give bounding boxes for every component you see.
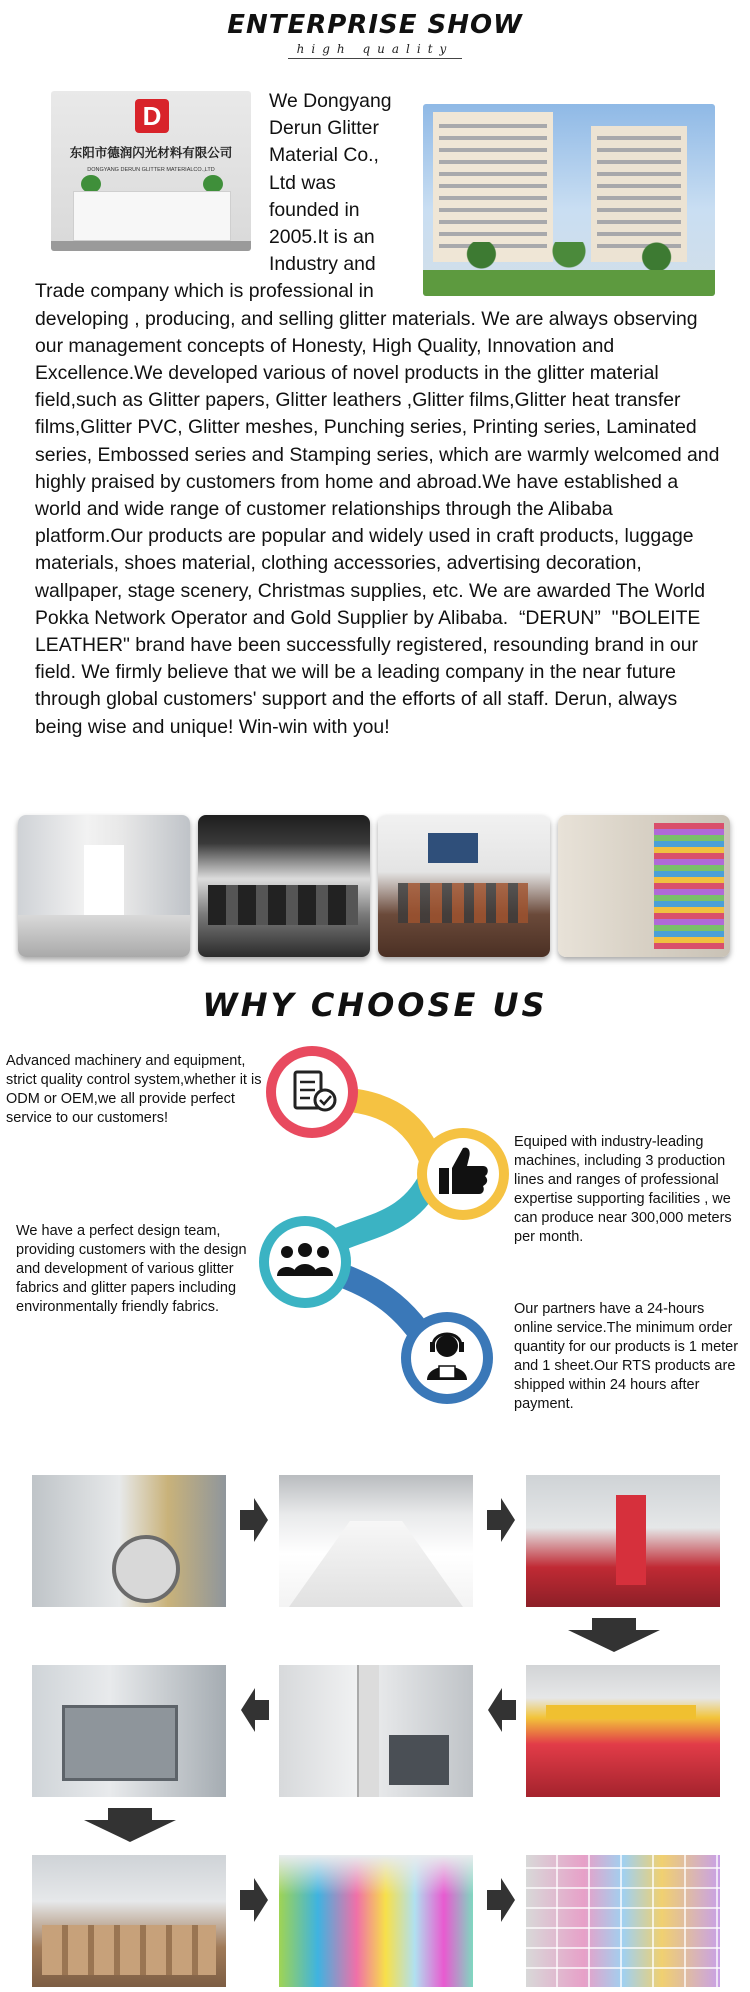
trees — [423, 242, 715, 272]
arrow-right-icon — [240, 1878, 268, 1922]
reception-sign-cn: 东阳市德润闪光材料有限公司 — [69, 145, 233, 160]
company-logo-icon: D — [135, 99, 169, 133]
feature-design-text: We have a perfect design team, providing customers with the design and development of various glitter fabrics and glitter papers including environmentally friendly fabrics. — [16, 1223, 247, 1315]
why-choose-us-title: WHY CHOOSE US — [202, 986, 548, 1024]
customer-service-icon — [401, 1312, 493, 1404]
arrow-down-icon — [568, 1618, 660, 1652]
company-intro — [35, 88, 725, 741]
arrow-right-icon — [487, 1878, 515, 1922]
arrow-left-icon — [488, 1688, 516, 1732]
arrow-right-icon — [487, 1498, 515, 1542]
page-subtitle: high quality — [296, 42, 454, 56]
corridor-photo — [18, 815, 190, 957]
feature-quality-text: Advanced machinery and equipment, strict quality control system,whether it is ODM or OEM,we all provide perfect service to our customers! — [6, 1053, 262, 1126]
showroom-photo — [558, 815, 730, 957]
reception-photo — [51, 91, 251, 251]
title-underline — [288, 58, 462, 59]
process-arrows — [0, 1470, 750, 1992]
team-icon — [259, 1216, 351, 1308]
feature-service-text: Our partners have a 24-hours online service.The minimum order quantity for our products is 1 meter and 1 sheet.Our RTS products are shipped within 24 hours after payment. — [514, 1301, 739, 1412]
intro-text: We Dongyang Derun Glitter Material Co., Ltd was founded in 2005.It is an Industry and Trade company which is professional in developing , producing, and selling glitter materials. We are always observing our management concepts of Honesty, High Quality, Innovation and Excellence.We developed various of novel products in the glitter material field,such as Glitter papers, Glitter leathers ,Glitter films,Glitter heat transfer films,Glitter PVC, Glitter meshes, Punching series, Printing series, Laminated series, Embossed series and Stamping series, which are warmly welcomed and highly praised by customers from home and abroad.We have established a world and wide range of customer relationships through the Alibaba platform.Our products are popular and widely used in craft products, luggage materials, shoes material, clothing accessories, advertising decoration, wallpaper, stage scenery, Christmas supplies, etc. We are awarded The World Pokka Network Operator and Gold Supplier by Alibaba. “DERUN” "BOLEITE LEATHER" brand have been successfully registered, resounding brand in our field. We firmly believe that we will be a leading company in the near future through global customers' support and the efforts of all staff. Derun, always being wise and unique! Win-win with you! — [35, 90, 720, 738]
enterprise-photos — [18, 815, 734, 960]
reception-sign-en: DONGYANG DERUN GLITTER MATERIALCO.,LTD — [87, 167, 215, 173]
building-left — [433, 112, 553, 262]
office-photo — [198, 815, 370, 957]
arrow-right-icon — [240, 1498, 268, 1542]
why-infographic — [255, 1040, 515, 1412]
feature-capacity-text: Equiped with industry-leading machines, including 3 production lines and ranges of professional expertise supporting facilities , we can produce near 300,000 meters per month. — [514, 1134, 732, 1245]
floor — [51, 241, 251, 251]
arrow-down-icon — [84, 1808, 176, 1842]
page-title: ENTERPRISE SHOW — [227, 10, 523, 40]
document-check-icon — [266, 1046, 358, 1138]
meeting-room-photo — [378, 815, 550, 957]
factory-building-photo — [423, 104, 715, 296]
reception-desk — [73, 191, 231, 241]
lawn — [423, 270, 715, 296]
thumbs-up-icon — [417, 1128, 509, 1220]
arrow-left-icon — [241, 1688, 269, 1732]
